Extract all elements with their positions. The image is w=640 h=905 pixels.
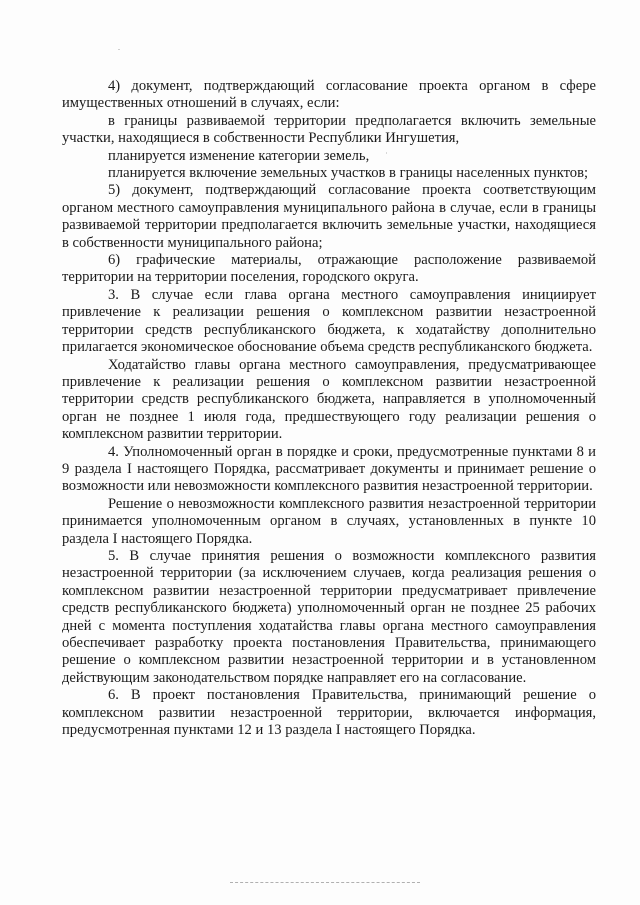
paragraph-clause-5: 5. В случае принятия решения о возможности комплексного развития незастроенной территории (за исключением случаев, когда реализация решения о комплексном развитии незастроенной территории предусматривает привлечение средств республиканского бюджета) уполномоченный орган не позднее 25 рабочих дней с момента поступления ходатайства главы органа местного самоуправления обеспечивает разработку проекта постановления Правительства, принимающего решение о комплексном развитии незастроенной территории и в установленном действующим законодательством порядке направляет его на согласование. [62, 547, 596, 686]
scan-speck [118, 49, 120, 50]
paragraph-decision-impossibility: Решение о невозможности комплексного развития незастроенной территории принимается уполномоченным органом в случаях, установленных в пункте 10 раздела I настоящего Порядка. [62, 495, 596, 547]
paragraph-clause-4: 4. Уполномоченный орган в порядке и сроки, предусмотренные пунктами 8 и 9 раздела I настоящего Порядка, рассматривает документы и принимает решение о возможности или невозможности комплексного развития незастроенной территории. [62, 443, 596, 495]
document-body [62, 78, 596, 739]
paragraph-item-4: 4) документ, подтверждающий согласование проекта органом в сфере имущественных отношений в случаях, если: [62, 78, 596, 112]
paragraph-clause-6: 6. В проект постановления Правительства, принимающий решение о комплексном развитии незастроенной территории, включается информация, предусмотренная пунктами 12 и 13 раздела I настоящего Порядка. [62, 687, 596, 739]
paragraph-item-6: 6) графические материалы, отражающие расположение развиваемой территории на территории поселения, городского округа. [62, 252, 596, 286]
paragraph-subitem-land-category: планируется изменение категории земель, [108, 147, 370, 164]
paragraph-clause-3: 3. В случае если глава органа местного самоуправления инициирует привлечение к реализации решения о комплексном развитии незастроенной территории средств республиканского бюджета, к ходатайству дополнительно прилагается экономическое обоснование объема средств республиканского бюджета. [62, 286, 596, 356]
paragraph-petition: Ходатайство главы органа местного самоуправления, предусматривающее привлечение к реализации решения о комплексном развитии незастроенной территории средств республиканского бюджета, направляется в уполномоченный орган не позднее 1 июля года, предшествующего году реализации решения о комплексном развитии территории. [62, 356, 596, 443]
paragraph-subitem-settlement-borders: планируется включение земельных участков в границы населенных пунктов; [108, 165, 589, 182]
bottom-scan-artifact [230, 882, 420, 883]
paragraph-item-5: 5) документ, подтверждающий согласование проекта соответствующим органом местного самоуправления муниципального района в случае, если в границы развиваемой территории предполагается включить земельные участки, находящиеся в собственности муниципального района; [62, 182, 596, 251]
paragraph-subitem-republic-land: в границы развиваемой территории предполагается включить земельные участки, находящиеся в собственности Республики Ингушетия, [62, 112, 596, 147]
